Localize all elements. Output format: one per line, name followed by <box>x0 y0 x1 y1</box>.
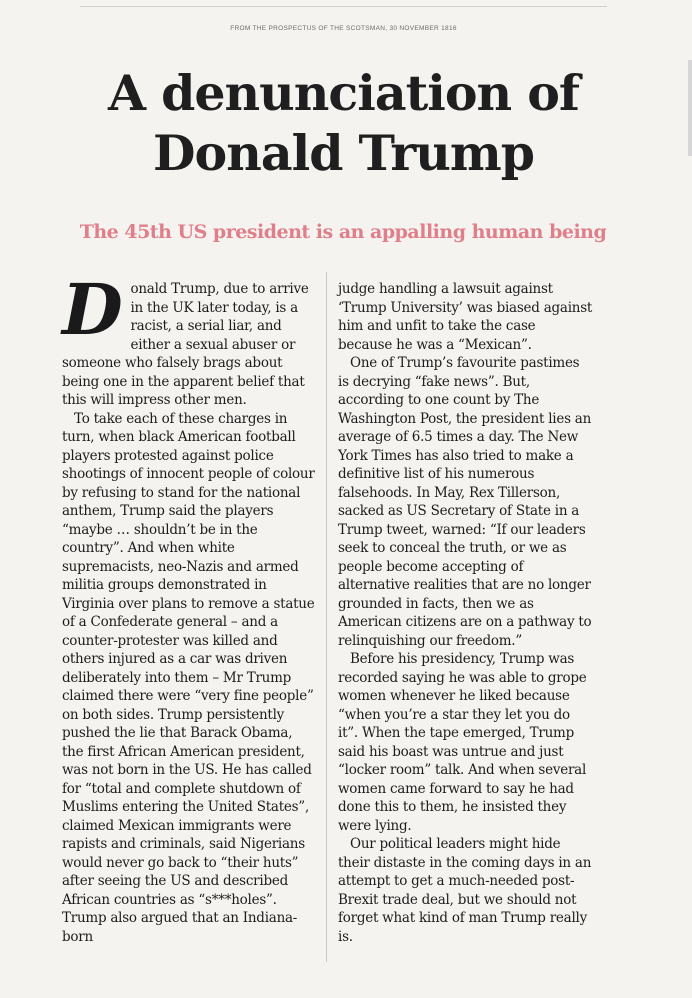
right-column <box>338 280 593 946</box>
body-paragraph-6: Our political leaders might hide their distaste in the coming days in an attempt to get a much-needed post-Brexit trade deal, but we should not forget what kind of man Trump really is. <box>338 836 592 945</box>
standfirst: The 45th US president is an appalling human being <box>79 221 607 243</box>
body-paragraph-1 <box>62 268 317 410</box>
paragraph-text: onald Trump, due to arrive in the UK later today, is a racist, a serial liar, and either a sexual abuser or someone who falsely brags about being one in the apparent belief that this will impress other men. <box>62 281 309 408</box>
left-column <box>62 268 317 946</box>
body-paragraph-2: To take each of these charges in turn, when black American football players protested against police shootings of innocent people of colour by refusing to stand for the national anthem, Trump said the players “maybe … shouldn’t be in the country”. And when white supremacists, neo-Nazis and armed militia groups demonstrated in Virginia over plans to remove a statue of a Confederate general – and a counter-protester was killed and others injured as a car was driven deliberately into them – Mr Trump claimed there were “very fine people” on both sides. Trump persistently pushed the lie that Barack Obama, the first African American president, was not born in the US. He has called for “total and complete shutdown of Muslims entering the United States”, claimed Mexican immigrants were rapists and criminals, said Nigerians would never go back to “their huts” after seeing the US and described African countries as “s***holes”. Trump also argued that an Indiana-born <box>62 410 315 945</box>
headline: A denunciation of Donald Trump <box>108 64 579 182</box>
column-divider <box>326 272 327 962</box>
drop-cap: D <box>62 268 123 351</box>
body-paragraph-5: Before his presidency, Trump was recorded saying he was able to grope women whenever he liked because “when you’re a star they let you do it”. When the tape emerged, Trump said his boast was untrue and just “locker room” talk. And when several women came forward to say he had done this to them, he insisted they were lying. <box>338 651 587 834</box>
body-paragraph-4: One of Trump’s favourite pastimes is decrying “fake news”. But, according to one count by The Washington Post, the president lies an average of 6.5 times a day. The New York Times has also tried to make a definitive list of his numerous falsehoods. In May, Rex Tillerson, sacked as US Secretary of State in a Trump tweet, warned: “If our leaders seek to conceal the truth, or we as people become accepting of alternative realities that are no longer grounded in facts, then we as American citizens are on a pathway to relinquishing our freedom.” <box>338 355 592 649</box>
page-edge-mark <box>688 60 692 156</box>
body-paragraph-3: judge handling a lawsuit against ‘Trump University’ was biased against him and unfit to take the case because he was a “Mexican”. <box>338 281 593 353</box>
top-rule <box>80 0 607 7</box>
kicker-line: FROM THE PROSPECTUS OF THE SCOTSMAN, 30 NOVEMBER 1816 <box>230 25 457 32</box>
